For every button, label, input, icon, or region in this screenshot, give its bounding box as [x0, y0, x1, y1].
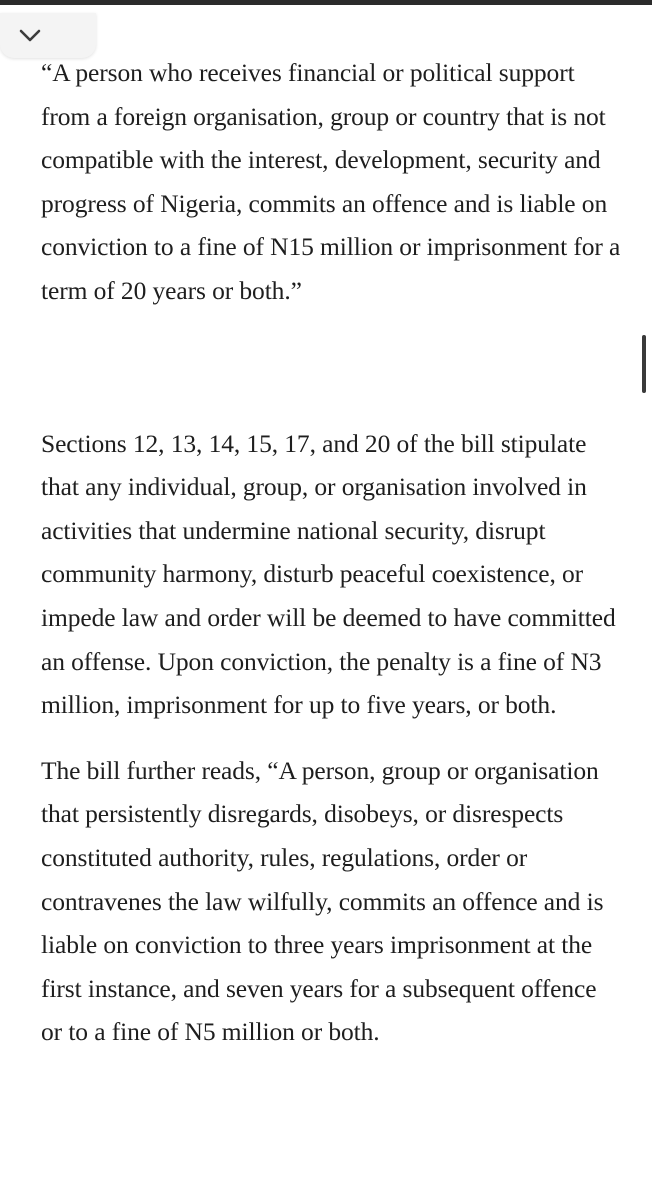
article-body — [41, 51, 621, 1054]
scrollbar-thumb[interactable] — [642, 335, 646, 393]
top-bar — [0, 0, 652, 5]
paragraph-bill-further-reads: The bill further reads, “A person, group or organisation that persistently disregards, disobeys, or disrespects constituted authority, rules, regulations, order or contravenes the law wilfully, commits an offence and is liable on conviction to three years imprisonment at the first instance, and seven years for a subsequent offence or to a fine of N5 million or both. — [41, 755, 604, 1047]
paragraph-quote-foreign-support: “A person who receives financial or political support from a foreign organisation, group or country that is not compatible with the interest, development, security and progress of Nigeria, commits an offence and is liable on conviction to a fine of N15 million or imprisonment for a term of 20 years or both.” — [41, 58, 621, 305]
paragraph-sections-penalty: Sections 12, 13, 14, 15, 17, and 20 of the bill stipulate that any individual, group, or organisation involved in activities that undermine national security, disrupt community harmony, disturb peaceful coexistence, or impede law and order will be deemed to have committed an offense. Upon conviction, the penalty is a fine of N3 million, imprisonment for up to five years, or both. — [41, 428, 616, 720]
